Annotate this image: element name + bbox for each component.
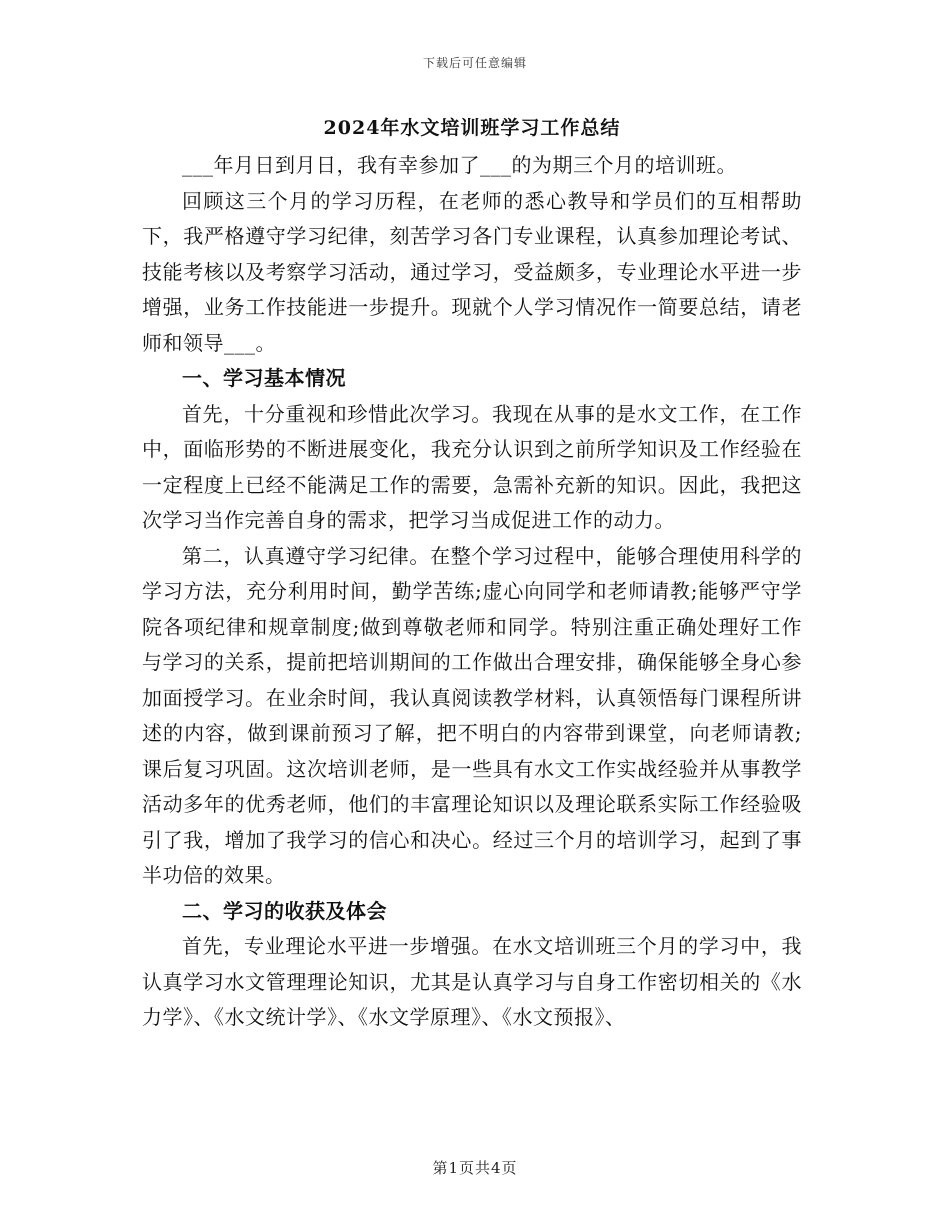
section-heading-2: 二、学习的收获及体会 bbox=[182, 898, 387, 923]
section2-paragraph-1: 首先，专业理论水平进一步增强。在水文培训班三个月的学习中，我认真学习水文管理理论知识，尤其是认真学习与自身工作密切相关的《水力学》、《水文统计学》、《水文学原理》、《水文预报》、 bbox=[142, 934, 802, 1029]
document-body bbox=[142, 112, 802, 1036]
section1-paragraph-2: 第二，认真遵守学习纪律。在整个学习过程中，能够合理使用科学的学习方法，充分利用时间，勤学苦练;虚心向同学和老师请教;能够严守学院各项纪律和规章制度;做到尊敬老师和同学。特别注重正确处理好工作与学习的关系，提前把培训期间的工作做出合理安排，确保能够全身心参加面授学习。在业余时间，我认真阅读教学材料，认真领悟每门课程所讲述的内容，做到课前预习了解，把不明白的内容带到课堂，向老师请教;课后复习巩固。这次培训老师，是一些具有水文工作实战经验并从事教学活动多年的优秀老师，他们的丰富理论知识以及理论联系实际工作经验吸引了我，增加了我学习的信心和决心。经过三个月的培训学习，起到了事半功倍的效果。 bbox=[142, 543, 802, 887]
section1-paragraph-1: 首先，十分重视和珍惜此次学习。我现在从事的是水文工作，在工作中，面临形势的不断进展变化，我充分认识到之前所学知识及工作经验在一定程度上已经不能满足工作的需要，急需补充新的知识。因此，我把这次学习当作完善自身的需求，把学习当成促进工作的动力。 bbox=[142, 401, 802, 532]
page-number: 第1页共4页 bbox=[432, 1159, 518, 1177]
document-title: 2024年水文培训班学习工作总结 bbox=[323, 117, 621, 139]
header-note: 下载后可任意编辑 bbox=[422, 56, 527, 70]
intro-paragraph-2: 回顾这三个月的学习历程，在老师的悉心教导和学员们的互相帮助下，我严格遵守学习纪律，刻苦学习各门专业课程，认真参加理论考试、技能考核以及考察学习活动，通过学习，受益颇多，专业理论水平进一步增强，业务工作技能进一步提升。现就个人学习情况作一简要总结，请老师和领导___。 bbox=[142, 188, 802, 355]
intro-paragraph-1: ___年月日到月日，我有幸参加了___的为期三个月的培训班。 bbox=[182, 153, 737, 177]
section-heading-1: 一、学习基本情况 bbox=[182, 366, 346, 390]
